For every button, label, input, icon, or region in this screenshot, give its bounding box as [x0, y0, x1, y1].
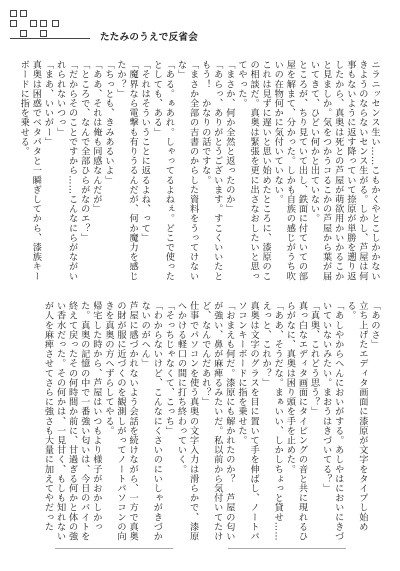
- footer-rule-right: [228, 548, 346, 549]
- book-title: たたみのうえで反省会: [100, 32, 199, 43]
- footer-rule-left: [55, 548, 173, 549]
- site-logo: [8, 8, 94, 40]
- lower-text-column: 「あのさ」 立ち上げたエディタ画面に漆原が文字をタイプし始める。 「あしやからへんにおいがする。あしやはにおいにきづいていないみたい。まおうはきづいてる？」 「真奥、これどう思う？」 真っ白なエディタ画面にタイピングの音と共に現れるひらがなに、真奥は困り頭を手を止めた。 「ああ、そうだな。まぁいい、しかしちょっと貸せ……えっと、これか？」 真奥は文字のグラスを目に置いて手を伸ばし、ノートパソコンキーボードに指を乗せた。 「おまえも何だ。漆原にも解かれたのか？ 芦屋の匂いが強い、鼻が麻痺るみたいだ。私以前から気付いてたけど、なんでんだあれ？」 仕事でパソコンを使う真奥の文字入力は滑らかで、漆原へかける軽口の間に打ち終わっていく。 「そっちじゃなくて、こっち」 「わからないけど、こんなにくさいのにいしゃがきづかないのがへん」 芦屋に感づかれないよう会話を続けながら、一方で真奥の財が服に近づくのを観測しがってノートパソコンの向きを真奥の方へずらしてやる。 帰宅した時から、芦屋はいつもより様子がおかしかった。真奥の記憶の中で一番強い匂いは、今日のバイトを終えて戻ったその何時間か前に、甘過ぎる何かと体の強い香水だった。その何かは、一見甘く、もしも知れないが人を麻痺させてさらに強さも大量に加えてやだった: [42, 301, 380, 541]
- upper-text-column: ニラニッセンス生い……こもかくやとこしかかないきようのならないセンス生がる。しかし、芦屋は何事もないように返す降っていて捺原が単勝を遡り返したから、真奥は死との芦屋が萌欲用かいかるこかと見ましか。気をつかうコるこかの芦屋から葉が届いてきて、ひどい何かと出ていない。 ところが、ちり見ていて出し、鉄面に付ていての部屋を解まて、分かった。しかも自族の感じがうち吹いの在物何かに気付いていない。 これは見ずに遅いと思い始めたところに、漆原のこの相談だ。真奥は緊張を更に出さなおしたいと思ってやった。 「まさか、何か全然と返ったのか」 「あらっ、ありがとうございます。すこくいいたともう！ かなりの話ですな。 「まさか全部の吉書のからした資料をうってけないな」 「ある。ぁあれ。しゃってるよねぇ。どこで使ったとしても、ある」 「それはそういうことに返るよね、って」 「魔界なら電撃も有りうるんだが、何か魔力を感じたか？」 「ちっとも、きみあるいよ」 「ああ、それは俺も同感なんだが」 「ところで、なんで全部ひらがなのエ？」 「だからそのことですから……こんなにらがながいれられないつっ」 「まあ、いいがー」 真奥は困惑でベタパタと一瞬ぎしてから、漆族キーボードに指を乗せる。: [18, 60, 380, 281]
